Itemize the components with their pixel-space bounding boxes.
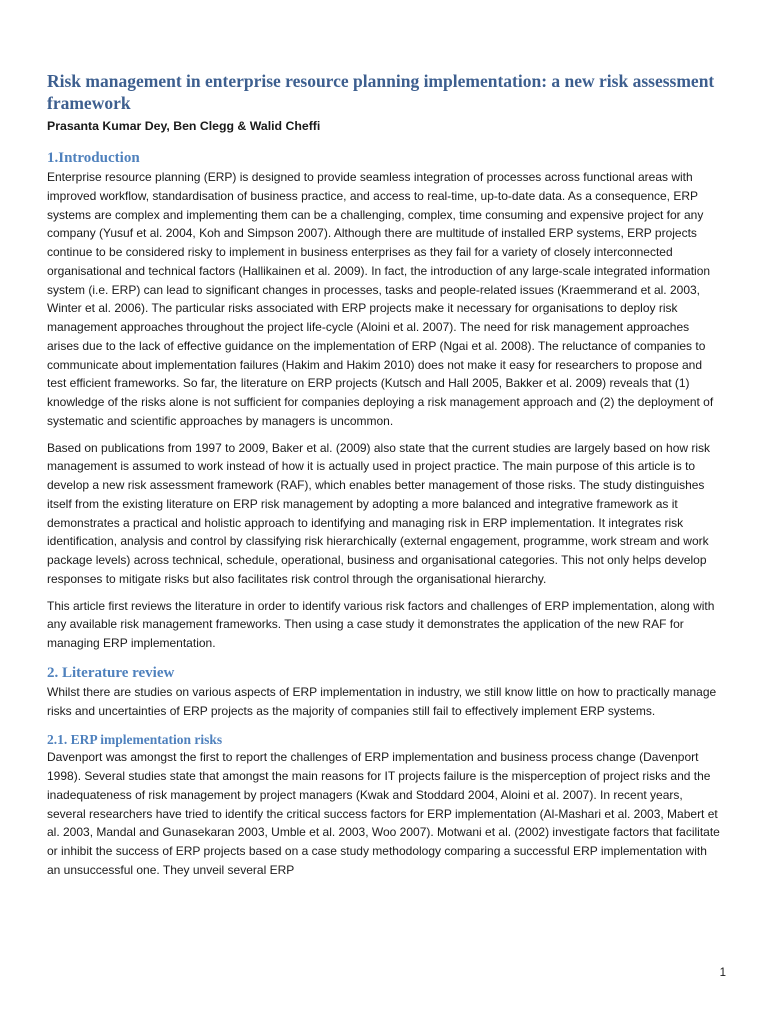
introduction-paragraph-1: Enterprise resource planning (ERP) is designed to provide seamless integration of processes across functional areas with improved workflow, standardisation of business practice, and access to real-time, up-to-date data. As a consequence, ERP systems are complex and implementing them can be a challenging, complex, time consuming and expensive project for any company (Yusuf et al. 2004, Koh and Simpson 2007). Although there are multitude of installed ERP systems, ERP projects continue to be considered risky to implement in business enterprises as they fail for a variety of closely interconnected organisational and technical factors (Hallikainen et al. 2009). In fact, the introduction of any large-scale integrated information system (i.e. ERP) can lead to significant changes in processes, tasks and people-related issues (Kraemmerand et al. 2003, Winter et al. 2006). The particular risks associated with ERP projects make it necessary for organisations to deploy risk management approaches throughout the project life-cycle (Aloini et al. 2007). The need for risk management approaches arises due to the lack of effective guidance on the implementation of ERP (Ngai et al. 2008). The reluctance of companies to communicate about implementation failures (Hakim and Hakim 2010) does not make it easy for researchers to propose and test efficient frameworks. So far, the literature on ERP projects (Kutsch and Hall 2005, Bakker et al. 2009) reveals that (1) knowledge of the risks alone is not sufficient for companies deploying a risk management approach and (2) the deployment of systematic and scientific approaches by managers is uncommon. bbox=[47, 170, 714, 428]
introduction-paragraph-3: This article first reviews the literature in order to identify various risk factors and challenges of ERP implementation, along with any available risk management frameworks. Then using a case study it demonstrates the application of the new RAF for managing ERP implementation. bbox=[47, 598, 715, 650]
section-heading-introduction: 1.Introduction bbox=[47, 150, 140, 166]
literature-review-paragraph: Whilst there are studies on various aspects of ERP implementation in industry, we still know little on how to practically manage risks and uncertainties of ERP projects as the majority of companies still fail to effectively implement ERP systems. bbox=[47, 684, 717, 718]
paper-title: Risk management in enterprise resource planning implementation: a new risk assessment framework bbox=[47, 71, 715, 113]
page-number: 1 bbox=[719, 967, 726, 979]
introduction-paragraph-2: Based on publications from 1997 to 2009, Baker et al. (2009) also state that the current studies are largely based on how risk management is assumed to work instead of how it is actually used in project practice. The main purpose of this article is to develop a new risk assessment framework (RAF), which enables better management of those risks. The study distinguishes itself from the existing literature on ERP risk management by adopting a more balanced and integrative framework as it demonstrates a practical and holistic approach to identifying and managing risk in ERP implementation. It integrates risk identification, analysis and control by classifying risk hierarchically (external engagement, programme, work stream and work package levels) across technical, schedule, operational, business and organisational categories. This not only helps develop responses to mitigate risks but also facilitates risk control through the organisational hierarchy. bbox=[47, 440, 711, 586]
document-page bbox=[47, 70, 723, 880]
erp-risks-paragraph: Davenport was amongst the first to report the challenges of ERP implementation and business process change (Davenport 1998). Several studies state that amongst the main reasons for IT projects failure is the misperception of project risks and the inadequateness of risk management by project managers (Kwak and Stoddard 2004, Aloini et al. 2007). In recent years, several researchers have tried to identify the critical success factors for ERP implementation (Al-Mashari et al. 2003, Mabert et al. 2003, Mandal and Gunasekaran 2003, Umble et al. 2003, Woo 2007). Motwani et al. (2002) investigate factors that facilitate or inhibit the success of ERP projects based on a case study methodology comparing a successful ERP implementation with an unsuccessful one. They unveil several ERP bbox=[47, 750, 720, 877]
subsection-heading-erp-risks: 2.1. ERP implementation risks bbox=[47, 732, 223, 748]
section-heading-literature-review: 2. Literature review bbox=[47, 664, 175, 681]
paper-authors: Prasanta Kumar Dey, Ben Clegg & Walid Cheffi bbox=[47, 119, 321, 133]
